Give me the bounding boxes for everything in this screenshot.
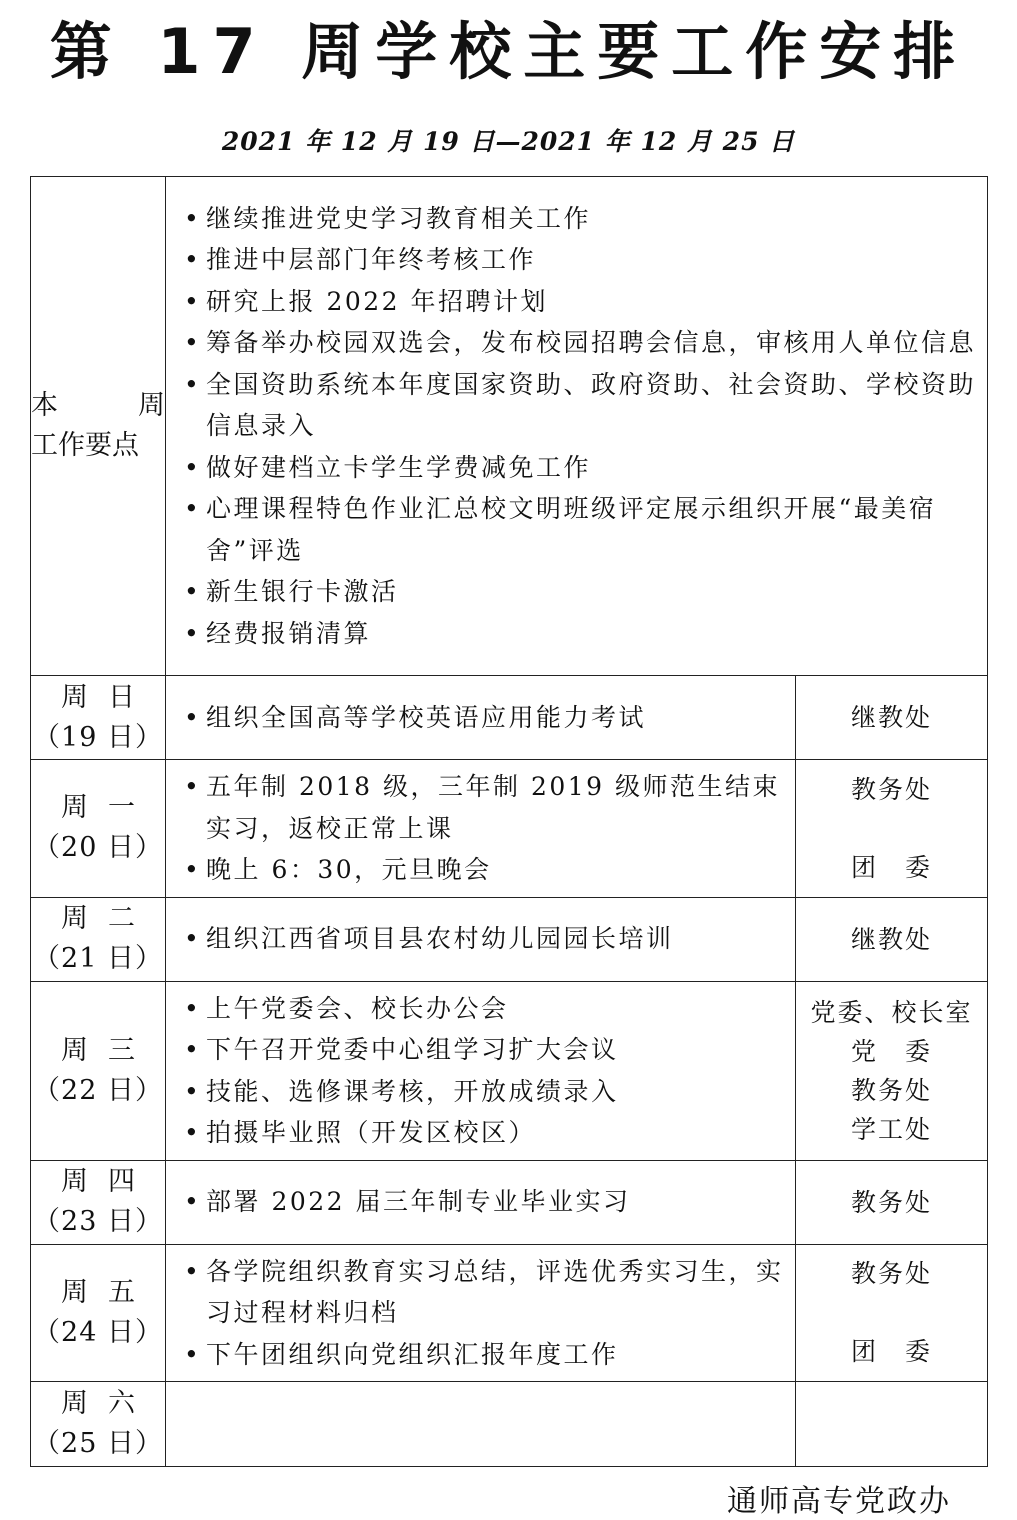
day-cell <box>31 1244 166 1382</box>
list-item: • 推进中层部门年终考核工作 <box>180 239 979 281</box>
day-cell <box>31 1160 166 1244</box>
day-name: 周日 <box>61 681 155 713</box>
task-list <box>166 912 795 966</box>
day-date: （22 日） <box>33 1074 163 1106</box>
dept-cell <box>795 897 987 981</box>
dept-cell <box>795 676 987 760</box>
tasks-cell <box>166 1382 796 1467</box>
key-points-label-right: 周 <box>138 390 165 421</box>
date-range: 2021 年 12 月 19 日—2021 年 12 月 25 日 <box>221 127 796 156</box>
list-item: • 各学院组织教育实习总结，评选优秀实习生，实习过程材料归档 <box>180 1251 787 1334</box>
dept-label: 教务处 <box>850 1259 932 1289</box>
table-row <box>31 981 988 1160</box>
list-item: • 组织全国高等学校英语应用能力考试 <box>180 697 787 739</box>
day-date: （19 日） <box>33 721 163 753</box>
dept-label: 教务处 <box>850 1187 932 1217</box>
dept-label: 继教处 <box>850 924 932 954</box>
page-title: 第 17 周学校主要工作安排 <box>49 15 968 88</box>
list-item: • 部署 2022 届三年制专业毕业实习 <box>180 1181 787 1223</box>
tasks-cell <box>166 897 796 981</box>
tasks-cell <box>166 676 796 760</box>
list-item: • 晚上 6：30，元旦晚会 <box>180 849 787 891</box>
task-list <box>166 1175 795 1229</box>
list-item: • 新生银行卡激活 <box>180 571 979 613</box>
day-name: 周三 <box>61 1034 155 1066</box>
table-row <box>31 676 988 760</box>
key-points-cell <box>166 177 988 676</box>
dept-label: 继教处 <box>850 703 932 732</box>
day-name: 周五 <box>61 1276 155 1308</box>
day-cell <box>31 760 166 898</box>
dept-label: 教务处 <box>850 1075 932 1105</box>
tasks-cell <box>166 981 796 1160</box>
dept-cell <box>795 1382 987 1467</box>
list-item: • 全国资助系统本年度国家资助、政府资助、社会资助、学校资助信息录入 <box>180 364 979 447</box>
dept-cell <box>795 760 987 898</box>
day-cell <box>31 897 166 981</box>
dept-cell <box>795 981 987 1160</box>
day-date: （20 日） <box>33 832 163 864</box>
table-row <box>31 760 988 898</box>
key-points-row <box>31 177 988 676</box>
day-date: （23 日） <box>33 1206 163 1237</box>
dept-label: 党委、校长室 <box>810 997 973 1027</box>
tasks-cell <box>166 1160 796 1244</box>
dept-spacer <box>796 1293 987 1332</box>
tasks-cell <box>166 1244 796 1382</box>
list-item: • 心理课程特色作业汇总校文明班级评定展示组织开展“最美宿舍”评选 <box>180 488 979 571</box>
dept-label: 党 委 <box>850 1036 932 1066</box>
dept-label: 团 委 <box>850 852 932 882</box>
list-item: • 下午团组织向党组织汇报年度工作 <box>180 1334 787 1376</box>
day-date: （25 日） <box>33 1428 163 1459</box>
dept-label: 学工处 <box>850 1114 932 1144</box>
list-item: • 研究上报 2022 年招聘计划 <box>180 281 979 323</box>
list-item: • 组织江西省项目县农村幼儿园园长培训 <box>180 918 787 960</box>
day-cell <box>31 1382 166 1467</box>
table-row <box>31 1160 988 1244</box>
schedule-table <box>30 176 988 1467</box>
dept-label: 教务处 <box>850 774 932 804</box>
tasks-cell <box>166 760 796 898</box>
day-cell <box>31 676 166 760</box>
list-item: • 做好建档立卡学生学费减免工作 <box>180 447 979 489</box>
list-item: • 技能、选修课考核，开放成绩录入 <box>180 1071 787 1113</box>
footer-signature: 通师高专党政办 <box>727 1484 951 1519</box>
key-points-label <box>31 177 166 676</box>
list-item: • 继续推进党史学习教育相关工作 <box>180 198 979 240</box>
table-row <box>31 1382 988 1467</box>
list-item: • 五年制 2018 级，三年制 2019 级师范生结束实习，返校正常上课 <box>180 766 787 849</box>
list-item: • 筹备举办校园双选会，发布校园招聘会信息，审核用人单位信息 <box>180 322 979 364</box>
table-row <box>31 1244 988 1382</box>
day-date: （24 日） <box>33 1316 163 1348</box>
dept-label: 团 委 <box>850 1337 932 1367</box>
day-name: 周二 <box>61 903 155 934</box>
list-item: • 上午党委会、校长办公会 <box>180 988 787 1030</box>
key-points-label-left: 本 <box>31 390 58 421</box>
table-row <box>31 897 988 981</box>
dept-cell <box>795 1160 987 1244</box>
task-list <box>166 691 795 745</box>
dept-cell <box>795 1244 987 1382</box>
list-item: • 经费报销清算 <box>180 613 979 655</box>
task-list <box>166 1245 795 1382</box>
day-cell <box>31 981 166 1160</box>
day-name: 周一 <box>61 792 155 824</box>
task-list <box>166 760 795 897</box>
day-name: 周六 <box>61 1388 155 1419</box>
key-points-list <box>166 192 987 661</box>
key-points-label-line2: 工作要点 <box>31 430 139 461</box>
list-item: • 下午召开党委中心组学习扩大会议 <box>180 1029 787 1071</box>
task-list <box>166 982 795 1160</box>
dept-spacer <box>796 809 987 848</box>
day-name: 周四 <box>61 1166 155 1197</box>
list-item: • 拍摄毕业照（开发区校区） <box>180 1112 787 1154</box>
day-date: （21 日） <box>33 943 163 974</box>
